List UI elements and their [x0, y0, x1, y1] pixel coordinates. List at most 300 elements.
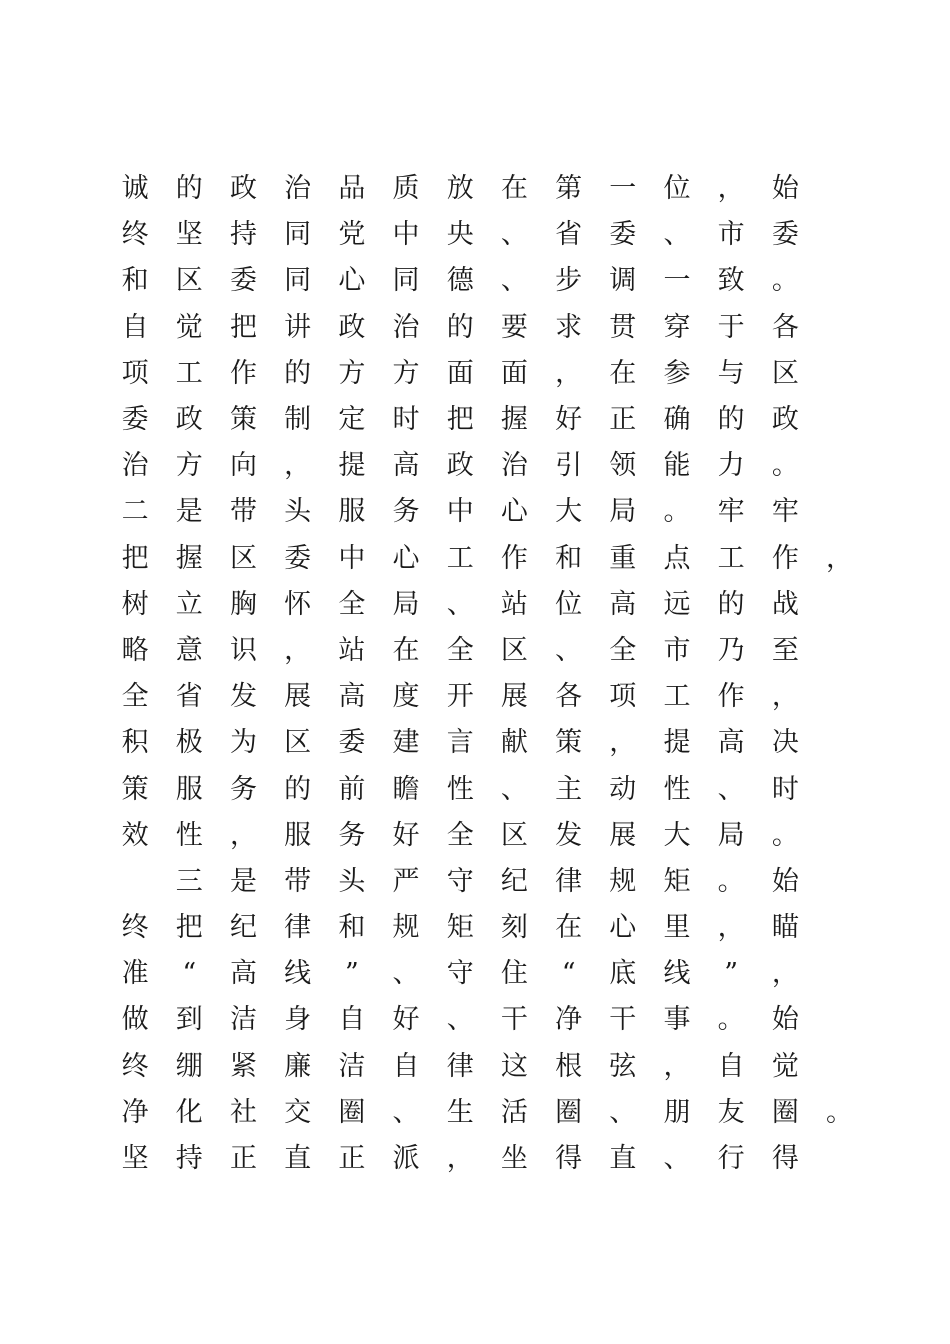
text-char: 觉 [771, 1050, 799, 1082]
body-text [108, 166, 868, 1182]
text-char: 意 [175, 634, 203, 666]
text-char: 自 [121, 311, 149, 343]
text-char: 圈 [555, 1096, 583, 1128]
text-char: 持 [229, 219, 257, 251]
text-line [108, 859, 868, 905]
text-char: 圈 [338, 1096, 366, 1128]
text-char: 言 [446, 727, 474, 759]
text-char: 把 [446, 404, 474, 436]
text-char: 德 [446, 265, 474, 297]
text-char: 纪 [500, 865, 528, 897]
text-char: 品 [338, 173, 366, 205]
text-char: 政 [175, 404, 203, 436]
text-char: 委 [284, 542, 312, 574]
text-char: 和 [555, 542, 583, 574]
text-char: 务 [229, 773, 257, 805]
text-char: 一 [663, 265, 691, 297]
text-char: 在 [609, 357, 637, 389]
text-char: 始 [771, 1004, 799, 1036]
text-char: 步 [555, 265, 583, 297]
text-char: 开 [446, 681, 474, 713]
text-char: ， [717, 173, 745, 205]
text-char: 党 [338, 219, 366, 251]
text-char: 里 [663, 912, 691, 944]
text-char: 确 [663, 404, 691, 436]
text-char: 洁 [338, 1050, 366, 1082]
text-line [108, 258, 868, 304]
text-char: 发 [555, 819, 583, 851]
text-char: 区 [500, 634, 528, 666]
text-char: 怀 [284, 588, 312, 620]
text-char: 、 [446, 588, 474, 620]
text-char: 高 [392, 450, 420, 482]
text-char: 坐 [500, 1143, 528, 1175]
text-char: 瞄 [771, 912, 799, 944]
text-char: 面 [446, 357, 474, 389]
text-char: 在 [555, 912, 583, 944]
text-char: 终 [121, 912, 149, 944]
text-char: 握 [500, 404, 528, 436]
text-char: 区 [229, 542, 257, 574]
text-char: 工 [717, 542, 745, 574]
text-char: 坚 [121, 1143, 149, 1175]
text-char: 生 [446, 1096, 474, 1128]
text-char: 始 [771, 865, 799, 897]
text-char: 同 [392, 265, 420, 297]
text-char: 好 [392, 1004, 420, 1036]
text-char: 的 [284, 357, 312, 389]
text-char: 贯 [609, 311, 637, 343]
text-char: 性 [175, 819, 203, 851]
text-char: 正 [338, 1143, 366, 1175]
text-char: 自 [392, 1050, 420, 1082]
text-char: 作 [771, 542, 799, 574]
text-char: 、 [500, 773, 528, 805]
text-char: 的 [717, 404, 745, 436]
text-char: 。 [717, 865, 745, 897]
text-char: 头 [338, 865, 366, 897]
text-char: ， [717, 912, 745, 944]
text-line [108, 951, 868, 997]
text-char: 好 [555, 404, 583, 436]
text-char: 守 [446, 958, 474, 990]
text-char: 交 [284, 1096, 312, 1128]
text-char: ” [724, 958, 739, 990]
text-line [108, 766, 868, 812]
text-char: 至 [771, 634, 799, 666]
text-char: 、 [446, 1004, 474, 1036]
text-char: 市 [663, 634, 691, 666]
text-char: 。 [771, 265, 799, 297]
text-char: 时 [771, 773, 799, 805]
text-char: 局 [392, 588, 420, 620]
text-char: 头 [284, 496, 312, 528]
text-char: 得 [771, 1143, 799, 1175]
text-char: 献 [500, 727, 528, 759]
text-char: ， [609, 727, 637, 759]
text-char: 的 [717, 588, 745, 620]
text-char: 区 [284, 727, 312, 759]
text-char: 重 [609, 542, 637, 574]
text-line [108, 489, 868, 535]
text-char: 市 [717, 219, 745, 251]
text-line [108, 674, 868, 720]
text-char: 终 [121, 1050, 149, 1082]
text-char: 极 [175, 727, 203, 759]
text-char: ， [229, 819, 257, 851]
text-char: ， [771, 681, 799, 713]
text-char: 作 [500, 542, 528, 574]
text-char: 的 [446, 311, 474, 343]
text-char: 治 [392, 311, 420, 343]
text-char: 委 [229, 265, 257, 297]
text-char: ， [446, 1143, 474, 1175]
text-char: 力 [717, 450, 745, 482]
text-char: 律 [446, 1050, 474, 1082]
text-char: 圈 [771, 1096, 799, 1128]
text-char: 直 [609, 1143, 637, 1175]
text-char: 穿 [663, 311, 691, 343]
text-char: 刻 [500, 912, 528, 944]
text-char: 绷 [175, 1050, 203, 1082]
text-char: 带 [229, 496, 257, 528]
text-char: 提 [338, 450, 366, 482]
text-char: 准 [121, 958, 149, 990]
text-char: 诚 [121, 173, 149, 205]
text-char: 效 [121, 819, 149, 851]
text-char: 治 [284, 173, 312, 205]
text-char: 三 [175, 865, 203, 897]
text-line [108, 905, 868, 951]
text-line [108, 443, 868, 489]
text-char: 调 [609, 265, 637, 297]
text-char: 项 [609, 681, 637, 713]
text-char: 在 [392, 634, 420, 666]
text-char: 牢 [717, 496, 745, 528]
text-char: 在 [500, 173, 528, 205]
text-char: 乃 [717, 634, 745, 666]
text-char: 大 [555, 496, 583, 528]
text-char: 净 [121, 1096, 149, 1128]
text-char: 和 [338, 912, 366, 944]
text-char: 高 [338, 681, 366, 713]
text-char: 中 [446, 496, 474, 528]
text-char: 位 [555, 588, 583, 620]
text-char: 致 [717, 265, 745, 297]
text-char: 根 [555, 1050, 583, 1082]
text-char: 一 [609, 173, 637, 205]
text-char: 心 [500, 496, 528, 528]
text-char: 工 [663, 681, 691, 713]
text-char: 朋 [663, 1096, 691, 1128]
text-char: 省 [175, 681, 203, 713]
text-char: 、 [663, 1143, 691, 1175]
text-line [108, 582, 868, 628]
text-char: 身 [284, 1004, 312, 1036]
text-char: 弦 [609, 1050, 637, 1082]
text-char: 事 [663, 1004, 691, 1036]
text-char: 大 [663, 819, 691, 851]
text-line [108, 351, 868, 397]
text-char: 终 [121, 219, 149, 251]
text-char: 展 [609, 819, 637, 851]
text-char: 区 [771, 357, 799, 389]
text-char: 政 [229, 173, 257, 205]
text-char: 提 [663, 727, 691, 759]
text-char: 各 [771, 311, 799, 343]
text-char: 活 [500, 1096, 528, 1128]
text-char: 持 [175, 1143, 203, 1175]
text-char: 中 [338, 542, 366, 574]
text-char: 面 [500, 357, 528, 389]
text-char: 展 [500, 681, 528, 713]
text-char: 把 [229, 311, 257, 343]
text-char: 全 [446, 634, 474, 666]
text-char: 干 [609, 1004, 637, 1036]
text-char: 自 [717, 1050, 745, 1082]
text-char: 策 [229, 404, 257, 436]
text-char: ， [555, 357, 583, 389]
text-char: 高 [609, 588, 637, 620]
text-char: 全 [338, 588, 366, 620]
text-char: 中 [392, 219, 420, 251]
text-char: 严 [392, 865, 420, 897]
text-char: 、 [392, 1096, 420, 1128]
text-char: 、 [500, 219, 528, 251]
text-char: 自 [338, 1004, 366, 1036]
text-char: 站 [338, 634, 366, 666]
text-char: 牢 [771, 496, 799, 528]
text-char: 服 [175, 773, 203, 805]
text-line [108, 628, 868, 674]
text-char: 、 [500, 265, 528, 297]
text-char: ， [826, 542, 854, 574]
text-char: 点 [663, 542, 691, 574]
text-char: 廉 [284, 1050, 312, 1082]
text-char: 矩 [446, 912, 474, 944]
text-char: 紧 [229, 1050, 257, 1082]
text-char: 二 [121, 496, 149, 528]
text-char: 站 [500, 588, 528, 620]
text-char: 始 [771, 173, 799, 205]
text-char: 央 [446, 219, 474, 251]
text-char: 。 [771, 819, 799, 851]
text-char: 方 [175, 450, 203, 482]
text-char: 规 [392, 912, 420, 944]
text-line [108, 397, 868, 443]
text-char: 立 [175, 588, 203, 620]
text-char: 建 [392, 727, 420, 759]
text-line [108, 720, 868, 766]
text-char: 全 [609, 634, 637, 666]
text-char: 工 [175, 357, 203, 389]
text-char: 治 [121, 450, 149, 482]
text-char: 心 [609, 912, 637, 944]
text-char: 动 [609, 773, 637, 805]
text-line [108, 305, 868, 351]
text-char: 作 [717, 681, 745, 713]
text-char: 识 [229, 634, 257, 666]
text-char: 局 [717, 819, 745, 851]
text-char: 。 [663, 496, 691, 528]
text-line [108, 813, 868, 859]
text-char: 心 [338, 265, 366, 297]
text-char: 务 [392, 496, 420, 528]
text-char: 洁 [229, 1004, 257, 1036]
text-char: 干 [500, 1004, 528, 1036]
text-char: 政 [446, 450, 474, 482]
text-char: 这 [500, 1050, 528, 1082]
text-char: 各 [555, 681, 583, 713]
text-char: 局 [609, 496, 637, 528]
text-char: 化 [175, 1096, 203, 1128]
text-char: 服 [338, 496, 366, 528]
text-char: 远 [663, 588, 691, 620]
text-char: 的 [284, 773, 312, 805]
text-char: 、 [717, 773, 745, 805]
text-char: 全 [121, 681, 149, 713]
text-char: 性 [663, 773, 691, 805]
text-char: 时 [392, 404, 420, 436]
text-char: 高 [229, 958, 257, 990]
text-char: 区 [500, 819, 528, 851]
text-char: 。 [826, 1096, 854, 1128]
text-char: 直 [284, 1143, 312, 1175]
text-char: 胸 [229, 588, 257, 620]
text-char: 方 [338, 357, 366, 389]
text-char: 与 [717, 357, 745, 389]
text-char: 得 [555, 1143, 583, 1175]
text-char: 区 [175, 265, 203, 297]
text-line [108, 212, 868, 258]
text-char: 性 [446, 773, 474, 805]
text-char: 为 [229, 727, 257, 759]
text-char: 线 [284, 958, 312, 990]
text-char: 心 [392, 542, 420, 574]
text-char: 政 [338, 311, 366, 343]
text-char: 引 [555, 450, 583, 482]
text-char: 质 [392, 173, 420, 205]
text-char: 定 [338, 404, 366, 436]
text-char: 治 [500, 450, 528, 482]
text-char: 觉 [175, 311, 203, 343]
text-char: 友 [717, 1096, 745, 1128]
text-char: 省 [555, 219, 583, 251]
text-char: 展 [284, 681, 312, 713]
text-line [108, 1044, 868, 1090]
text-char: 策 [555, 727, 583, 759]
text-char: 是 [175, 496, 203, 528]
text-char: 委 [121, 404, 149, 436]
text-char: 放 [446, 173, 474, 205]
text-char: “ [561, 958, 576, 990]
text-char: 线 [663, 958, 691, 990]
text-char: 底 [609, 958, 637, 990]
text-char: 派 [392, 1143, 420, 1175]
text-char: 高 [717, 727, 745, 759]
text-char: 。 [717, 1004, 745, 1036]
text-char: 参 [663, 357, 691, 389]
text-char: 工 [446, 542, 474, 574]
text-char: 矩 [663, 865, 691, 897]
text-line [108, 1090, 868, 1136]
text-char: ， [771, 958, 799, 990]
text-char: 是 [229, 865, 257, 897]
text-char: 第 [555, 173, 583, 205]
text-char: 、 [555, 634, 583, 666]
text-char: 树 [121, 588, 149, 620]
text-char: 把 [121, 542, 149, 574]
text-char: 务 [338, 819, 366, 851]
text-char: 能 [663, 450, 691, 482]
text-char: 和 [121, 265, 149, 297]
text-char: 、 [609, 1096, 637, 1128]
text-char: 要 [500, 311, 528, 343]
text-char: 行 [717, 1143, 745, 1175]
text-char: 同 [284, 219, 312, 251]
text-char: 政 [771, 404, 799, 436]
text-char: 带 [284, 865, 312, 897]
text-char: 做 [121, 1004, 149, 1036]
text-char: 净 [555, 1004, 583, 1036]
text-char: 律 [284, 912, 312, 944]
text-char: 的 [175, 173, 203, 205]
text-char: 委 [771, 219, 799, 251]
text-char: 方 [392, 357, 420, 389]
text-char: 领 [609, 450, 637, 482]
text-char: ， [663, 1050, 691, 1082]
text-char: 作 [229, 357, 257, 389]
text-char: 规 [609, 865, 637, 897]
text-char: 握 [175, 542, 203, 574]
text-line [108, 997, 868, 1043]
text-char: 同 [284, 265, 312, 297]
text-char: ” [344, 958, 359, 990]
text-char: 正 [229, 1143, 257, 1175]
text-char: 制 [284, 404, 312, 436]
text-char: 项 [121, 357, 149, 389]
text-char: 委 [609, 219, 637, 251]
text-char: ， [284, 450, 312, 482]
text-char: 、 [663, 219, 691, 251]
text-char: 好 [392, 819, 420, 851]
text-char: “ [182, 958, 197, 990]
text-char: 战 [771, 588, 799, 620]
text-char: 把 [175, 912, 203, 944]
text-char: 正 [609, 404, 637, 436]
text-char: 。 [771, 450, 799, 482]
text-char: 坚 [175, 219, 203, 251]
text-char: 策 [121, 773, 149, 805]
text-char: 到 [175, 1004, 203, 1036]
text-line [108, 1136, 868, 1182]
text-char: 委 [338, 727, 366, 759]
text-char: ， [284, 634, 312, 666]
text-char: 主 [555, 773, 583, 805]
text-char: 决 [771, 727, 799, 759]
text-char: 服 [284, 819, 312, 851]
text-char: 瞻 [392, 773, 420, 805]
text-char: 发 [229, 681, 257, 713]
text-char: 守 [446, 865, 474, 897]
text-char: 前 [338, 773, 366, 805]
text-char: 讲 [284, 311, 312, 343]
text-char: 位 [663, 173, 691, 205]
text-char: 律 [555, 865, 583, 897]
text-char: 积 [121, 727, 149, 759]
text-char: 向 [229, 450, 257, 482]
text-char: 度 [392, 681, 420, 713]
